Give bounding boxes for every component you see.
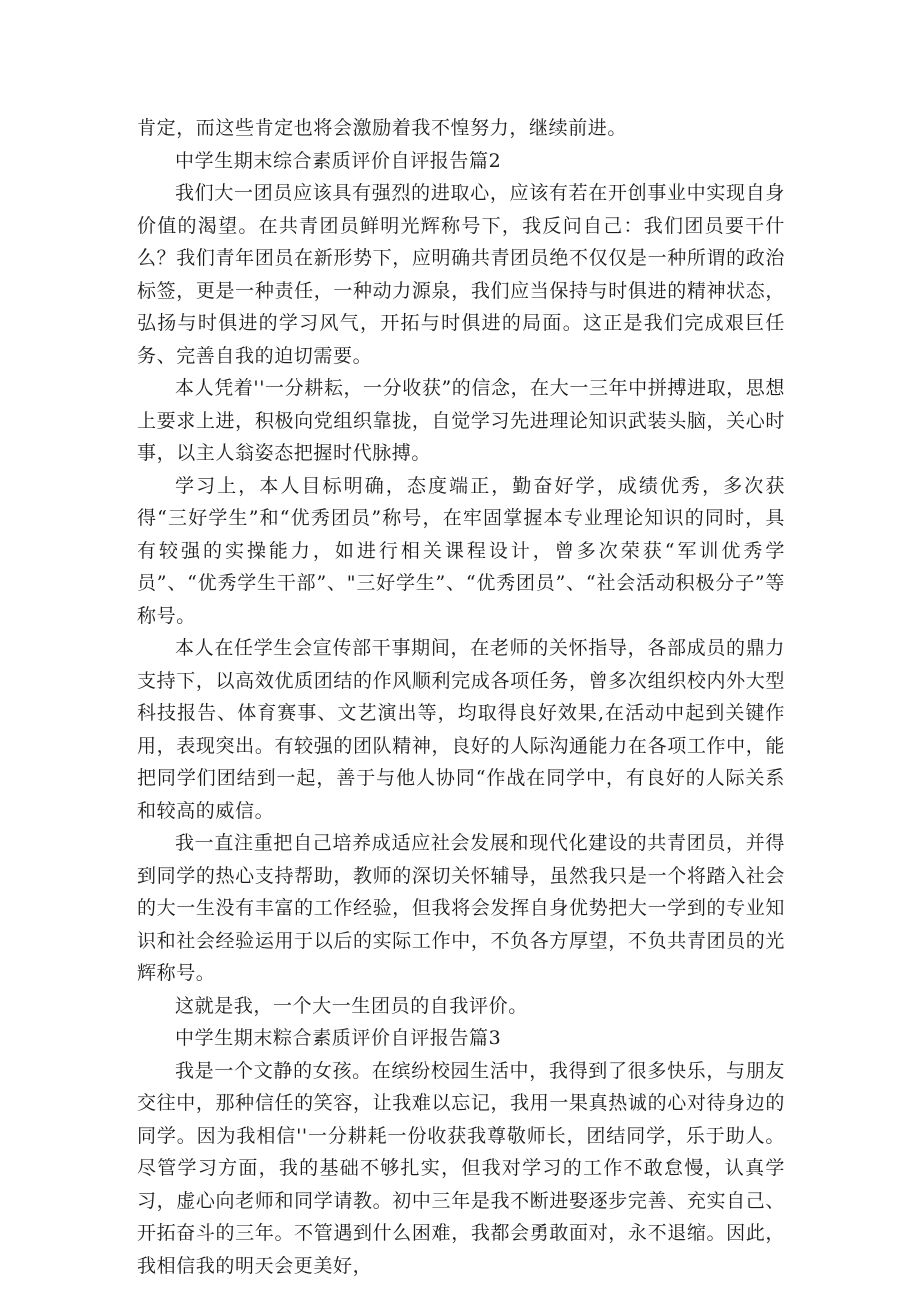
paragraph: 我是一个文静的女孩。在缤纷校园生活中，我得到了很多快乐，与朋友交往中，那种信任的笑容，让我难以忘记，我用一果真热诚的心对待身边的同学。因为我相信''一分耕耗一份收获我尊敬师长，团结同学，乐于助人。尽管学习方面，我的基础不够扎实，但我对学习的工作不敢怠慢，认真学习，虚心向老师和同学请教。初中三年是我不断进娶逐步完善、充实自己、开拓奋斗的三年。不管遇到什么困难，我都会勇敢面对，永不退缩。因此，我相信我的明天会更美好，: [137, 1059, 785, 1277]
paragraph: 本人在任学生会宣传部干事期间，在老师的关怀指导，各部成员的鼎力支持下，以高效优质团结的作风顺利完成各项任务，曾多次组织校内外大型科技报告、体育赛事、文艺演出等，均取得良好效果,在活动中起到关键作用，表现突出。有较强的团队精神，良好的人际沟通能力在各项工作中，能把同学们团结到一起，善于与他人协同“作战在同学中，有良好的人际关系和较高的威信。: [137, 637, 785, 822]
paragraph: 这就是我，一个大一生团员的自我评价。: [175, 994, 528, 1017]
document-body: [137, 112, 785, 1282]
paragraph: 我们大一团员应该具有强烈的进取心，应该有若在开创事业中实现自身价值的渴望。在共青团员鲜明光辉称号下，我反问自己：我们团员要干什么？我们青年团员在新形势下，应明确共青团员绝不仅仅是一种所谓的政治标签，更是一种责任，一种动力源泉，我们应当保持与时俱进的精神状态，弘扬与时俱进的学习风气，开拓与时俱进的局面。这正是我们完成艰巨任务、完善自我的迫切需要。: [137, 182, 785, 367]
paragraph: 本人凭着''一分耕耘，一分收获”的信念，在大一三年中拼搏进取，思想上要求上进，积极向党组织靠拢，自觉学习先进理论知识武装头脑，关心时事，以主人翁姿态把握时代脉搏。: [137, 377, 785, 464]
continued-paragraph: 肯定，而这些肯定也将会激励着我不惶努力，继续前进。: [137, 117, 628, 139]
section-heading-3: 中学生期末粽合素质评价自评报告篇3: [175, 1027, 502, 1049]
paragraph: 学习上，本人目标明确，态度端正，勤奋好学，成绩优秀，多次获得“三好学生”和“优秀团员”称号，在牢固掌握本专业理论知识的同时，具有较强的实操能力，如进行相关课程设计，曾多次荣获“军训优秀学员”、“优秀学生干部”、"三好学生”、“优秀团员”、“社会活动积极分子”等称号。: [137, 474, 785, 627]
paragraph: 我一直注重把自己培养成适应社会发展和现代化建设的共青团员，并得到同学的热心支持帮助，教师的深切关怀辅导，虽然我只是一个将踏入社会的大一生没有丰富的工作经验，但我将会发挥自身优势把大一学到的专业知识和社会经验运用于以后的实际工作中，不负各方厚望，不负共青团员的光辉称号。: [137, 832, 785, 984]
section-heading-2: 中学生期末综合素质评价自评报告篇2: [175, 149, 502, 172]
